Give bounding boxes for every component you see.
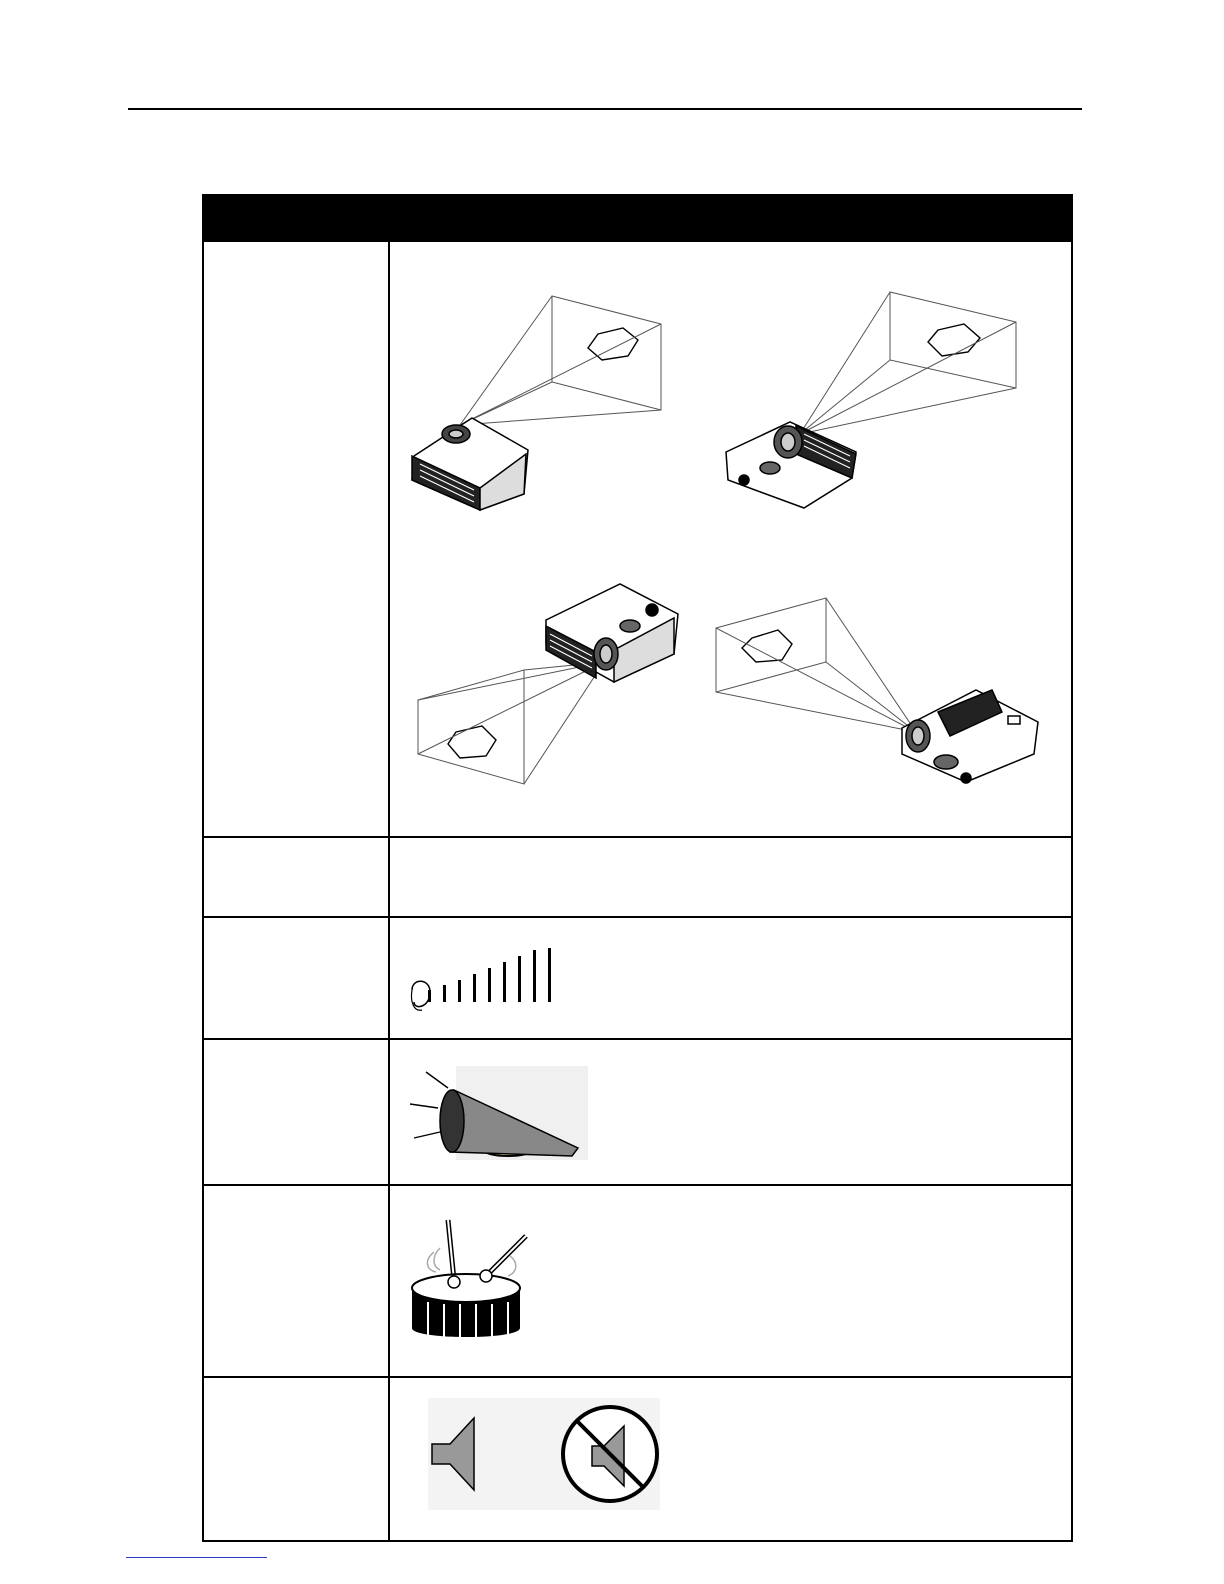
table-row-treble [203, 1039, 1072, 1185]
row-label-projection [203, 241, 389, 837]
header-rule [128, 108, 1082, 110]
table-row-projection [203, 241, 1072, 837]
footer-link[interactable] [126, 1556, 267, 1558]
row-label-treble [203, 1039, 389, 1185]
row-label-mute [203, 1377, 389, 1541]
row-content-bass [389, 1185, 1072, 1377]
projector-rear-table [902, 690, 1038, 783]
row-content-text [389, 837, 1072, 917]
volume-level-icon [408, 948, 578, 1018]
settings-table [202, 194, 1073, 1542]
row-content-mute [389, 1377, 1072, 1541]
projector-rear-ceiling [726, 422, 856, 508]
row-content-treble [389, 1039, 1072, 1185]
row-label-volume [203, 917, 389, 1039]
table-row-bass [203, 1185, 1072, 1377]
projector-front-ceiling [546, 584, 678, 682]
projection-modes-illustration [390, 242, 1070, 818]
table-header-description [389, 195, 1072, 241]
row-label-bass [203, 1185, 389, 1377]
treble-horn-icon [408, 1062, 588, 1160]
table-row-text [203, 837, 1072, 917]
mute-speaker-icons [428, 1398, 660, 1510]
table-row-volume [203, 917, 1072, 1039]
table-header-row [203, 195, 1072, 241]
row-content-projection [389, 241, 1072, 837]
speaker-muted-icon [563, 1407, 657, 1501]
bass-drum-icon [408, 1216, 538, 1344]
row-content-volume [389, 917, 1072, 1039]
projector-front-table [412, 418, 528, 510]
row-label-text [203, 837, 389, 917]
table-row-mute [203, 1377, 1072, 1541]
table-header-setting [203, 195, 389, 241]
